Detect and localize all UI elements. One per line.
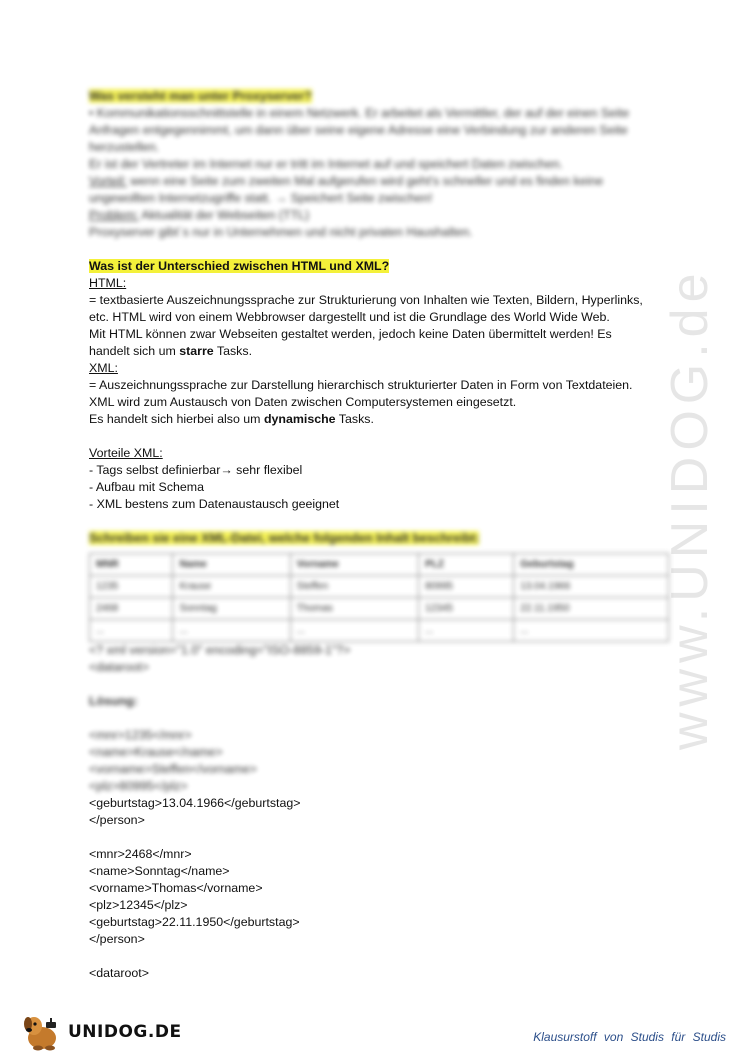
table-row [90,620,669,642]
text-span: Es handelt sich hierbei also um [89,412,264,426]
table-row [90,598,669,620]
code-line: </person> [89,813,145,827]
dog-icon [20,1012,64,1052]
text-line: = Auszeichnungssprache zur Darstellung hierarchisch strukturierter Daten in Form von Textdateien. [89,378,633,392]
code-line: <mnr>1235</mnr> [89,728,192,742]
unidog-logo[interactable] [20,1012,182,1052]
code-line: <geburtstag>22.11.1950</geburtstag> [89,915,300,929]
dataroot-close: <dataroot> [89,966,149,980]
code-line: </person> [89,932,145,946]
loesung-label: Lösung: [89,694,138,708]
code-line: <vorname>Steffen</vorname> [89,762,257,776]
bold-starre: starre [179,344,214,358]
text-line: ungewollten Internetzugriffe statt. → Speichert Seite zwischen! [89,191,433,205]
text-span: Tasks. [213,344,253,358]
table-cell: 13.04.1966 [514,576,669,598]
list-item: - Tags selbst definierbar→ sehr flexibel [89,463,303,477]
heading-proxyserver: Was versteht man unter Proxyserver? [89,89,312,103]
code-line: <plz>12345</plz> [89,898,188,912]
footer-slogan: Klausurstoff von Studis für Studis [533,1030,726,1044]
table-cell: ... [173,620,290,642]
text-line: Proxyserver gibt´s nur in Unternehmen und nicht privaten Haushalten. [89,225,473,239]
vorteil-label: Vorteil: [89,174,127,188]
data-table [89,553,669,642]
html-label: HTML: [89,276,127,290]
text-span: Tasks. [335,412,374,426]
section-xml-task [89,530,679,982]
table-cell: ... [90,620,173,642]
table-cell: ... [419,620,514,642]
code-line: <name>Sonntag</name> [89,864,230,878]
bold-dynamische: dynamische [263,412,336,426]
table-header-cell: PLZ [419,554,514,576]
code-line: <vorname>Thomas</vorname> [89,881,263,895]
text-line: = textbasierte Auszeichnungssprache zur Strukturierung von Inhalten wie Texten, Bildern, Hyperlinks, [89,293,643,307]
vorteile-label: Vorteile XML: [89,446,163,460]
table-cell: 12345 [419,598,514,620]
table-cell: ... [514,620,669,642]
section-proxyserver [89,88,679,241]
text-line: etc. HTML wird von einem Webbrowser dargestellt und ist die Grundlage des World Wide Web. [89,310,610,324]
code-line: <plz>80995</plz> [89,779,188,793]
text-line: XML wird zum Austausch von Daten zwischen Computersystemen eingesetzt. [89,395,517,409]
problem-text: Aktualität der Webseiten (TTL) [138,208,310,222]
text-line [89,343,679,360]
text-line: • Kommunikationsschnittstelle in einem Netzwerk. Er arbeitet als Vermittler, der auf der einen Seite [89,106,630,120]
table-header-cell: Vorname [290,554,418,576]
problem-label: Problem: [89,208,139,222]
table-header-cell: Name [173,554,290,576]
table-cell: 22.11.1950 [514,598,669,620]
text-line [89,207,679,224]
table-header-cell: Geburtstag [514,554,669,576]
table-row [90,576,669,598]
table-header-cell: MNR [90,554,173,576]
table-cell: 2468 [90,598,173,620]
blurred-task-block [89,530,679,795]
table-cell: Thomas [290,598,418,620]
table-cell: ... [290,620,418,642]
text-line: Mit HTML können zwar Webseiten gestaltet werden, jedoch keine Daten übermittelt werden! Es [89,327,612,341]
text-line [89,173,679,190]
table-cell: Sonntag [173,598,290,620]
list-item: - Aufbau mit Schema [89,480,205,494]
dataroot-open: <dataroot> [89,660,149,674]
table-cell: 80995 [419,576,514,598]
section-html-xml [89,258,679,513]
table-cell: Krause [173,576,290,598]
text-span: handelt sich um [89,344,180,358]
table-header-row [90,554,669,576]
clear-code-block [89,795,679,982]
code-line: <name>Krause</name> [89,745,223,759]
heading-xml-task: Schreiben sie eine XML-Datei, welche folgenden Inhalt beschreibt: [89,531,480,545]
text-line: herzustellen. [89,140,160,154]
xml-declaration: <? xml version="1.0" encoding="ISO-8859-1"?> [89,643,351,657]
list-item: - XML bestens zum Datenaustausch geeignet [89,497,340,511]
code-line: <mnr>2468</mnr> [89,847,192,861]
document-content [89,88,679,982]
table-cell: Steffen [290,576,418,598]
code-line: <geburtstag>13.04.1966</geburtstag> [89,796,301,810]
text-line [89,411,679,428]
heading-html-xml: Was ist der Unterschied zwischen HTML und XML? [89,259,390,273]
text-line: Er ist der Vertreter im Internet nur er tritt im Internet auf und speichert Daten zwischen. [89,157,563,171]
watermark-text: www.UNIDOG.de [661,267,719,750]
table-cell: 1235 [90,576,173,598]
xml-label: XML: [89,361,118,375]
vorteil-text: wenn eine Seite zum zweiten Mal aufgerufen wird geht's schneller und es finden keine [126,174,604,188]
logo-text: UNIDOG.DE [68,1022,182,1042]
text-line: Anfragen entgegennimmt, um dann über seine eigene Adresse eine Verbindung zur anderen Seite [89,123,628,137]
